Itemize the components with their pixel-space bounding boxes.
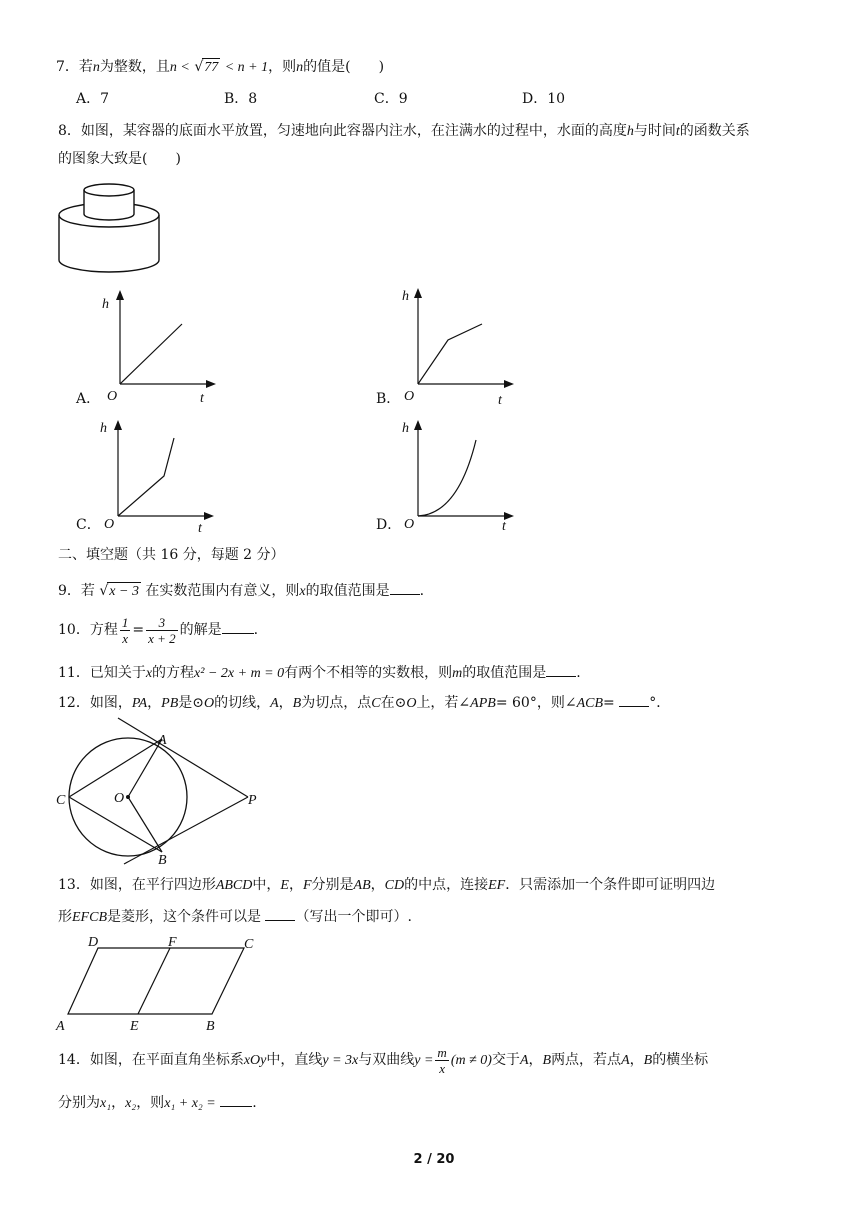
graph-c-origin: O (104, 517, 115, 532)
q11: 11．已知关于x的方程x² − 2x + m = 0有两个不相等的实数根，则m的取值范围是 . (58, 662, 581, 683)
graph-d-y-label: h (402, 421, 409, 436)
graph-b-x-label: t (498, 393, 502, 408)
point-b-label: B (158, 853, 167, 868)
q8-stem-line2: 的图象大致是( ) (58, 151, 181, 167)
graph-c (98, 416, 218, 536)
q13-parallelogram-figure (54, 932, 264, 1034)
q12: 12．如图，PA，PB是⊙O的切线，A，B为切点，点C在⊙O上，若∠APB= 60°，则∠ACB= °． (58, 692, 670, 713)
option-b-label: B． (376, 391, 401, 407)
point-c-label: C (56, 793, 66, 808)
point-b2-label: B (206, 1019, 215, 1034)
graph-b (398, 284, 518, 408)
container-figure (56, 182, 166, 277)
graph-a (100, 288, 220, 408)
graph-d-origin: O (404, 517, 415, 532)
graph-c-y-label: h (100, 421, 107, 436)
option-c-label: C． (76, 517, 101, 533)
q7-stem: 7．若n为整数，且n < √77 < n + 1，则n的值是( ) (56, 59, 385, 75)
q12-circle-figure (52, 718, 272, 868)
point-e-label: E (130, 1019, 139, 1034)
q14-line2: 分别为x₁，x₂，则x₁ + x₂ = . (58, 1092, 257, 1113)
option-a-label: A． (76, 391, 101, 407)
q7-option-a: A．7 (76, 91, 110, 107)
q7-option-d: D．10 (522, 91, 566, 107)
point-p-label: P (248, 793, 257, 808)
point-c2-label: C (244, 937, 254, 952)
q13-line2: 形EFCB是菱形，这个条件可以是 （写出一个即可）. (58, 906, 412, 927)
q7-option-c: C．9 (374, 91, 408, 107)
point-o-label: O (114, 791, 125, 806)
graph-d-x-label: t (502, 519, 506, 534)
q14-line1: 14．如图，在平面直角坐标系xOy中，直线y = 3x与双曲线y = $\frac{m}{x}$ (m ≠ 0)交于A，B两点，若点A，B的横坐标 (58, 1044, 709, 1076)
point-a-label: A (158, 733, 167, 748)
point-f-label: F (168, 935, 177, 950)
option-d-label: D． (376, 517, 402, 533)
page-number: 2 / 20 (413, 1152, 455, 1167)
q7-option-b: B．8 (224, 91, 258, 107)
graph-a-x-label: t (200, 391, 204, 406)
point-a2-label: A (56, 1019, 65, 1034)
graph-d (398, 416, 518, 536)
q10: 10．方程 $\frac{1}{x}$ = $\frac{3}{x + 2}$ 的解是 . (58, 614, 259, 646)
graph-a-y-label: h (102, 297, 109, 312)
q13-line1: 13．如图，在平行四边形ABCD中，E，F分别是AB，CD的中点，连接EF．只需添加一个条件即可证明四边 (58, 877, 716, 893)
graph-c-x-label: t (198, 521, 202, 536)
graph-a-origin: O (107, 389, 118, 404)
point-d-label: D (88, 935, 99, 950)
section-heading: 二、填空题（共 16 分，每题 2 分） (58, 547, 285, 563)
q9: 9．若 √x − 3 在实数范围内有意义，则x的取值范围是 . (58, 580, 424, 601)
q8-stem-line1: 8．如图，某容器的底面水平放置，匀速地向此容器内注水，在注满水的过程中，水面的高度h与时间t的函数关系 (58, 123, 750, 139)
graph-b-origin: O (404, 389, 415, 404)
graph-b-y-label: h (402, 289, 409, 304)
